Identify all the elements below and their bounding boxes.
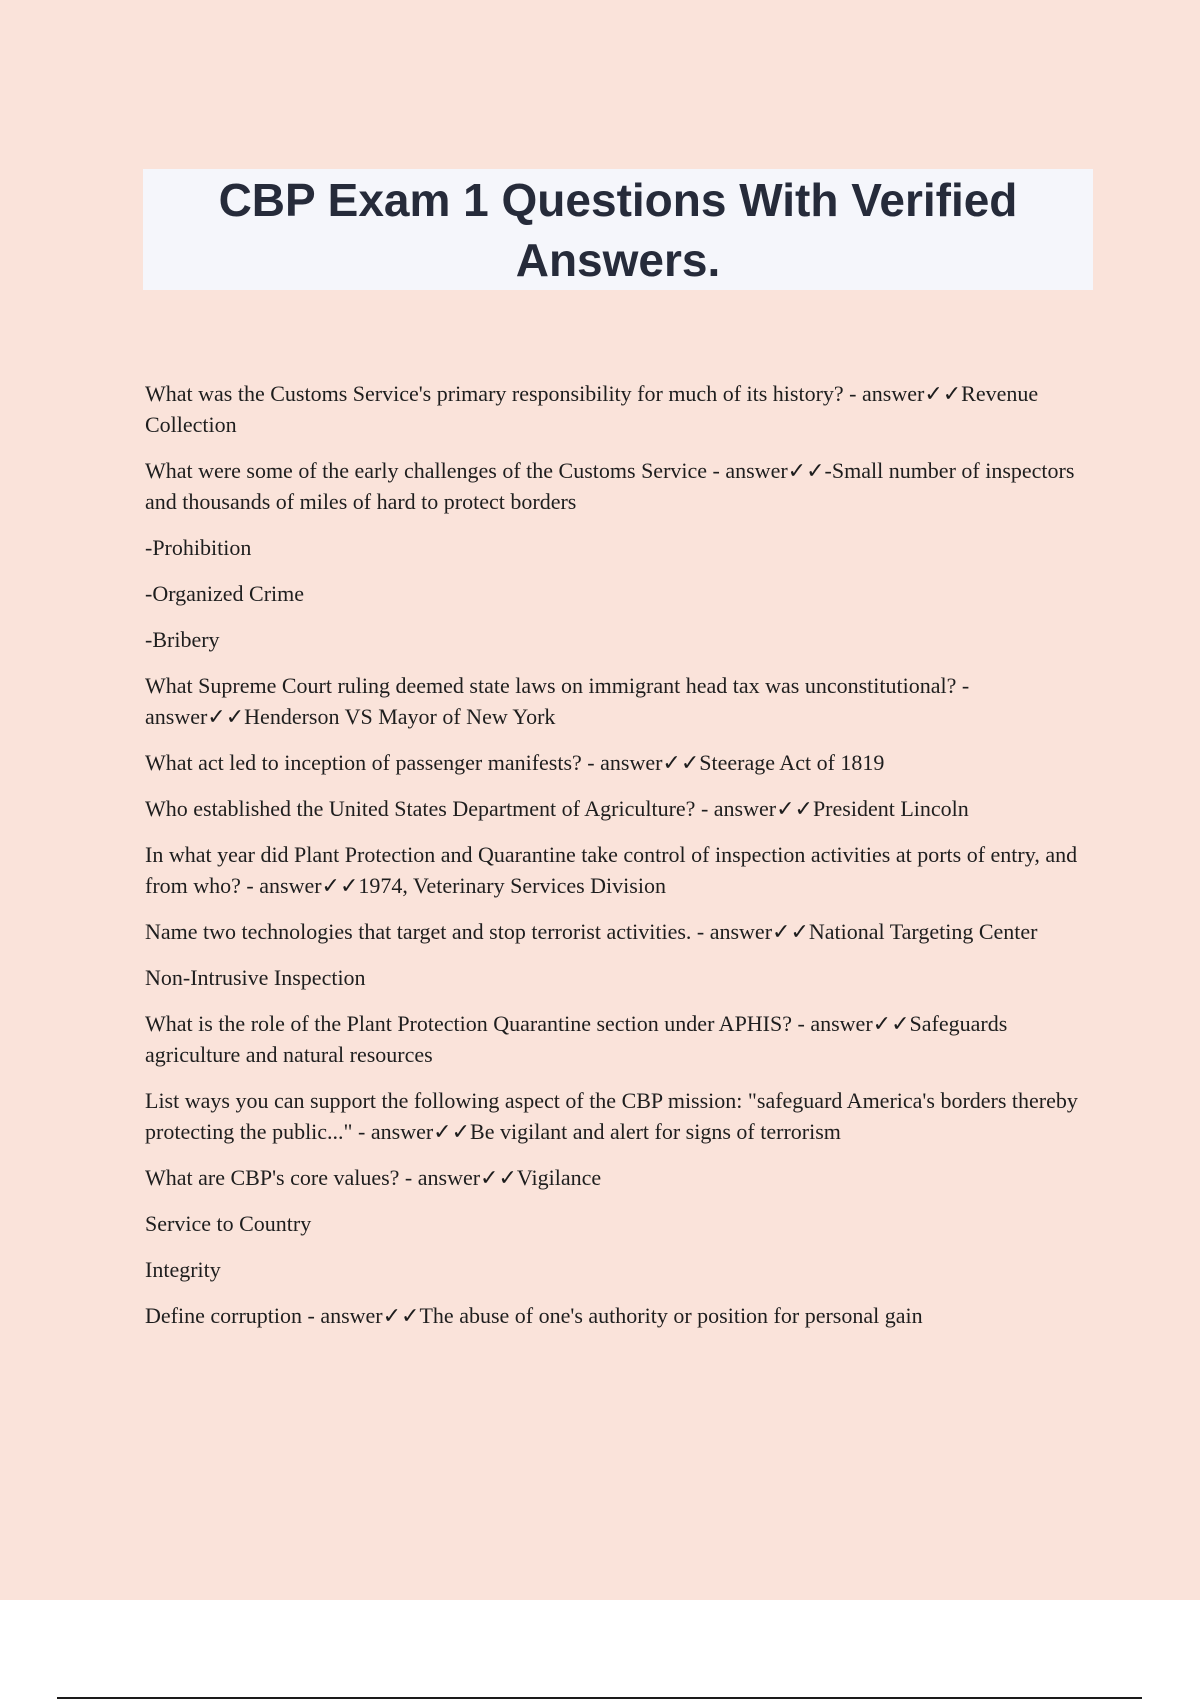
paragraph: What Supreme Court ruling deemed state laws on immigrant head tax was unconstitutional? - answer✓✓Henderson VS Mayor of New York [145, 673, 970, 729]
paragraph: -Prohibition [145, 535, 252, 560]
bottom-divider [57, 1697, 1142, 1699]
paragraph: What were some of the early challenges of the Customs Service - answer✓✓-Small number of inspectors and thousands of miles of hard to protect borders [145, 458, 1075, 514]
document-body [145, 378, 1090, 1346]
page-title: CBP Exam 1 Questions With Verified Answers. [218, 173, 1018, 286]
paragraph: Name two technologies that target and stop terrorist activities. - answer✓✓National Targeting Center [145, 919, 1038, 944]
paragraph: Service to Country [145, 1211, 312, 1236]
paragraph: What is the role of the Plant Protection Quarantine section under APHIS? - answer✓✓Safeguards agriculture and natural resources [145, 1011, 1008, 1067]
paragraph: What act led to inception of passenger manifests? - answer✓✓Steerage Act of 1819 [145, 750, 885, 775]
paragraph: In what year did Plant Protection and Quarantine take control of inspection activities at ports of entry, and from who? - answer✓✓1974, Veterinary Services Division [145, 842, 1078, 898]
paragraph: -Bribery [145, 627, 220, 652]
paragraph: List ways you can support the following aspect of the CBP mission: "safeguard America's borders thereby protecting the public..." - answer✓✓Be vigilant and alert for signs of terrorism [145, 1088, 1078, 1144]
paragraph: What was the Customs Service's primary responsibility for much of its history? - answer✓✓Revenue Collection [145, 381, 1039, 437]
paragraph: Non-Intrusive Inspection [145, 965, 366, 990]
paragraph: What are CBP's core values? - answer✓✓Vigilance [145, 1165, 602, 1190]
paragraph: Define corruption - answer✓✓The abuse of one's authority or position for personal gain [145, 1303, 923, 1328]
title-banner [143, 169, 1093, 290]
paragraph: Who established the United States Department of Agriculture? - answer✓✓President Lincoln [145, 796, 969, 821]
paragraph: -Organized Crime [145, 581, 305, 606]
paragraph: Integrity [145, 1257, 221, 1282]
